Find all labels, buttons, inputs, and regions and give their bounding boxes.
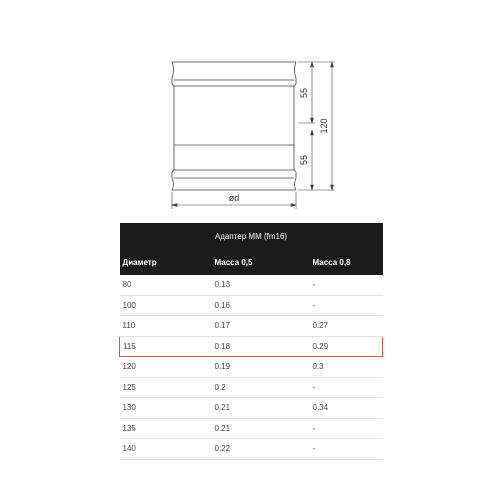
table-row <box>120 336 383 357</box>
table-title-row <box>120 223 383 249</box>
table-row <box>120 418 383 439</box>
cell-mass-08: 0.27 <box>310 316 383 337</box>
column-header-mass-05: Масса 0,5 <box>212 249 310 275</box>
cell-diameter: 130 <box>120 398 212 419</box>
table-header-row <box>120 249 383 275</box>
cell-mass-05: 0.19 <box>212 357 310 378</box>
cell-mass-08: - <box>310 439 383 460</box>
dim-total-label: 120 <box>319 118 329 134</box>
dim-diameter-label: ød <box>228 193 240 203</box>
cell-mass-05: 0.2 <box>212 377 310 398</box>
table-title: Адаптер ММ (fm16) <box>120 223 383 249</box>
spec-table <box>119 223 383 460</box>
cell-mass-08: - <box>310 295 383 316</box>
cell-mass-05: 0.17 <box>212 316 310 337</box>
table-row <box>120 439 383 460</box>
cell-mass-08: - <box>310 377 383 398</box>
cell-diameter: 120 <box>120 357 212 378</box>
cell-diameter: 115 <box>120 336 212 357</box>
cell-mass-05: 0.16 <box>212 295 310 316</box>
dim-top-label: 55 <box>299 87 309 99</box>
cell-mass-05: 0.13 <box>212 275 310 295</box>
cell-mass-05: 0.18 <box>212 336 310 357</box>
cell-mass-08: 0.3 <box>310 357 383 378</box>
cell-diameter: 140 <box>120 439 212 460</box>
column-header-diameter: Диаметр <box>120 249 212 275</box>
cell-mass-08: 0.34 <box>310 398 383 419</box>
cell-diameter: 135 <box>120 418 212 439</box>
table-row <box>120 357 383 378</box>
table-row <box>120 316 383 337</box>
adapter-outline <box>172 62 296 190</box>
cell-mass-05: 0.21 <box>212 418 310 439</box>
table-row <box>120 398 383 419</box>
dim-bottom-label: 55 <box>299 154 309 166</box>
cell-diameter: 125 <box>120 377 212 398</box>
cell-diameter: 110 <box>120 316 212 337</box>
table-row <box>120 377 383 398</box>
adapter-drawing <box>0 0 500 215</box>
cell-mass-08: - <box>310 418 383 439</box>
cell-diameter: 100 <box>120 295 212 316</box>
cell-diameter: 80 <box>120 275 212 295</box>
column-header-mass-08: Масса 0,8 <box>310 249 383 275</box>
cell-mass-08: 0.29 <box>310 336 383 357</box>
cell-mass-05: 0.21 <box>212 398 310 419</box>
cell-mass-05: 0.22 <box>212 439 310 460</box>
table-row <box>120 275 383 295</box>
table-row <box>120 295 383 316</box>
cell-mass-08: - <box>310 275 383 295</box>
